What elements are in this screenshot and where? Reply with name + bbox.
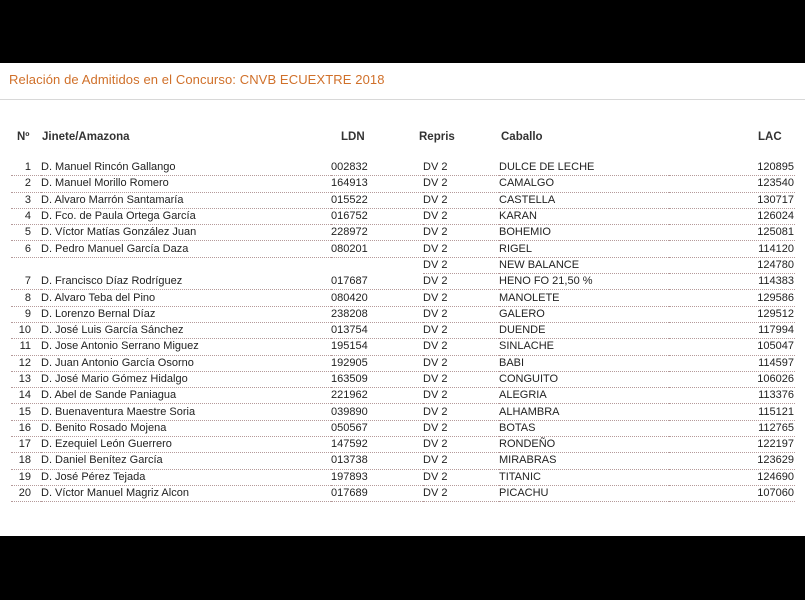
row-lac: 130717: [669, 192, 795, 208]
row-lac: 123629: [669, 453, 795, 469]
row-number: 7: [11, 274, 41, 290]
table-row: [11, 339, 795, 355]
row-ldn: 050567: [331, 420, 423, 436]
row-jinete: D. Alvaro Teba del Pino: [41, 290, 331, 306]
row-repris: DV 2: [423, 420, 499, 436]
row-jinete: D. Manuel Rincón Gallango: [41, 160, 331, 176]
row-repris: DV 2: [423, 306, 499, 322]
row-lac: 124690: [669, 469, 795, 485]
table-row: [11, 192, 795, 208]
header-caballo: Caballo: [501, 131, 543, 143]
header-lac: LAC: [758, 131, 782, 143]
row-repris: DV 2: [423, 355, 499, 371]
table-row: [11, 176, 795, 192]
row-repris: DV 2: [423, 257, 499, 273]
row-jinete: D. Fco. de Paula Ortega García: [41, 208, 331, 224]
row-ldn: 147592: [331, 437, 423, 453]
row-lac: 124780: [669, 257, 795, 273]
row-number: 14: [11, 388, 41, 404]
row-number: 5: [11, 225, 41, 241]
row-caballo: BOTAS: [499, 420, 669, 436]
row-caballo: KARAN: [499, 208, 669, 224]
table-row: [11, 469, 795, 485]
row-repris: DV 2: [423, 453, 499, 469]
row-caballo: HENO FO 21,50 %: [499, 274, 669, 290]
row-number: 19: [11, 469, 41, 485]
row-jinete: D. José Pérez Tejada: [41, 469, 331, 485]
row-caballo: RONDEÑO: [499, 437, 669, 453]
row-caballo: GALERO: [499, 306, 669, 322]
table-row: [11, 388, 795, 404]
row-jinete: D. Lorenzo Bernal Díaz: [41, 306, 331, 322]
table-row: [11, 274, 795, 290]
row-repris: DV 2: [423, 322, 499, 338]
row-number: 1: [11, 160, 41, 176]
row-number: 8: [11, 290, 41, 306]
row-ldn: [331, 257, 423, 273]
row-number: 18: [11, 453, 41, 469]
table-row: [11, 404, 795, 420]
row-ldn: 228972: [331, 225, 423, 241]
row-repris: DV 2: [423, 208, 499, 224]
row-ldn: 015522: [331, 192, 423, 208]
row-jinete: D. Daniel Benítez García: [41, 453, 331, 469]
table-row: [11, 290, 795, 306]
row-number: 13: [11, 371, 41, 387]
row-lac: 112765: [669, 420, 795, 436]
row-jinete: D. Francisco Díaz Rodríguez: [41, 274, 331, 290]
row-number: 6: [11, 241, 41, 257]
row-caballo: MIRABRAS: [499, 453, 669, 469]
table-row: [11, 241, 795, 257]
row-number: 17: [11, 437, 41, 453]
row-lac: 125081: [669, 225, 795, 241]
row-repris: DV 2: [423, 241, 499, 257]
row-lac: 115121: [669, 404, 795, 420]
row-ldn: 016752: [331, 208, 423, 224]
row-jinete: D. Víctor Matías González Juan: [41, 225, 331, 241]
document-page: [0, 63, 805, 536]
table-row: [11, 453, 795, 469]
row-repris: DV 2: [423, 469, 499, 485]
table-row: [11, 485, 795, 501]
row-ldn: 164913: [331, 176, 423, 192]
row-number: 3: [11, 192, 41, 208]
row-caballo: CAMALGO: [499, 176, 669, 192]
row-caballo: SINLACHE: [499, 339, 669, 355]
row-caballo: NEW BALANCE: [499, 257, 669, 273]
row-number: [11, 257, 41, 273]
row-lac: 114383: [669, 274, 795, 290]
row-ldn: 163509: [331, 371, 423, 387]
row-lac: 107060: [669, 485, 795, 501]
row-lac: 114597: [669, 355, 795, 371]
row-jinete: D. Benito Rosado Mojena: [41, 420, 331, 436]
row-caballo: DUENDE: [499, 322, 669, 338]
header-jinete: Jinete/Amazona: [42, 131, 130, 143]
row-jinete: D. Alvaro Marrón Santamaría: [41, 192, 331, 208]
row-repris: DV 2: [423, 274, 499, 290]
row-jinete: D. Juan Antonio García Osorno: [41, 355, 331, 371]
row-ldn: 080201: [331, 241, 423, 257]
row-number: 20: [11, 485, 41, 501]
row-lac: 129512: [669, 306, 795, 322]
row-caballo: TITANIC: [499, 469, 669, 485]
row-lac: 129586: [669, 290, 795, 306]
row-repris: DV 2: [423, 437, 499, 453]
row-lac: 113376: [669, 388, 795, 404]
table-row: [11, 371, 795, 387]
table-row: [11, 437, 795, 453]
row-ldn: 192905: [331, 355, 423, 371]
row-ldn: 002832: [331, 160, 423, 176]
row-ldn: 013754: [331, 322, 423, 338]
row-jinete: [41, 257, 331, 273]
row-repris: DV 2: [423, 339, 499, 355]
row-lac: 120895: [669, 160, 795, 176]
row-jinete: D. Víctor Manuel Magriz Alcon: [41, 485, 331, 501]
title-divider: [0, 99, 805, 100]
row-lac: 114120: [669, 241, 795, 257]
row-number: 9: [11, 306, 41, 322]
row-ldn: 039890: [331, 404, 423, 420]
table-row: [11, 420, 795, 436]
row-caballo: ALHAMBRA: [499, 404, 669, 420]
row-caballo: CASTELLA: [499, 192, 669, 208]
table-row: [11, 160, 795, 176]
table-row: [11, 306, 795, 322]
row-caballo: CONGUITO: [499, 371, 669, 387]
row-jinete: D. José Mario Gómez Hidalgo: [41, 371, 331, 387]
row-number: 11: [11, 339, 41, 355]
table-row: [11, 322, 795, 338]
row-repris: DV 2: [423, 371, 499, 387]
row-repris: DV 2: [423, 160, 499, 176]
row-jinete: D. Buenaventura Maestre Soria: [41, 404, 331, 420]
row-number: 16: [11, 420, 41, 436]
row-jinete: D. José Luis García Sánchez: [41, 322, 331, 338]
row-jinete: D. Ezequiel León Guerrero: [41, 437, 331, 453]
row-lac: 106026: [669, 371, 795, 387]
row-repris: DV 2: [423, 485, 499, 501]
row-caballo: PICACHU: [499, 485, 669, 501]
admitted-table: [11, 160, 795, 502]
table-row: [11, 257, 795, 273]
row-number: 2: [11, 176, 41, 192]
row-ldn: 197893: [331, 469, 423, 485]
row-lac: 123540: [669, 176, 795, 192]
row-caballo: RIGEL: [499, 241, 669, 257]
row-repris: DV 2: [423, 404, 499, 420]
row-jinete: D. Abel de Sande Paniagua: [41, 388, 331, 404]
table-row: [11, 208, 795, 224]
row-lac: 122197: [669, 437, 795, 453]
row-ldn: 013738: [331, 453, 423, 469]
row-ldn: 238208: [331, 306, 423, 322]
row-number: 12: [11, 355, 41, 371]
row-lac: 105047: [669, 339, 795, 355]
row-lac: 126024: [669, 208, 795, 224]
row-ldn: 195154: [331, 339, 423, 355]
row-jinete: D. Pedro Manuel García Daza: [41, 241, 331, 257]
header-ldn: LDN: [341, 131, 365, 143]
row-ldn: 080420: [331, 290, 423, 306]
header-repris: Repris: [419, 131, 455, 143]
row-ldn: 221962: [331, 388, 423, 404]
row-jinete: D. Jose Antonio Serrano Miguez: [41, 339, 331, 355]
page-title: Relación de Admitidos en el Concurso: CNVB ECUEXTRE 2018: [9, 72, 385, 87]
row-repris: DV 2: [423, 192, 499, 208]
row-caballo: BOHEMIO: [499, 225, 669, 241]
row-repris: DV 2: [423, 176, 499, 192]
row-repris: DV 2: [423, 388, 499, 404]
table-row: [11, 355, 795, 371]
row-ldn: 017687: [331, 274, 423, 290]
row-caballo: BABI: [499, 355, 669, 371]
row-lac: 117994: [669, 322, 795, 338]
row-caballo: DULCE DE LECHE: [499, 160, 669, 176]
row-number: 15: [11, 404, 41, 420]
row-jinete: D. Manuel Morillo Romero: [41, 176, 331, 192]
row-caballo: ALEGRIA: [499, 388, 669, 404]
table-row: [11, 225, 795, 241]
row-number: 10: [11, 322, 41, 338]
row-number: 4: [11, 208, 41, 224]
row-repris: DV 2: [423, 290, 499, 306]
row-ldn: 017689: [331, 485, 423, 501]
header-number: Nº: [17, 131, 30, 143]
row-caballo: MANOLETE: [499, 290, 669, 306]
row-repris: DV 2: [423, 225, 499, 241]
